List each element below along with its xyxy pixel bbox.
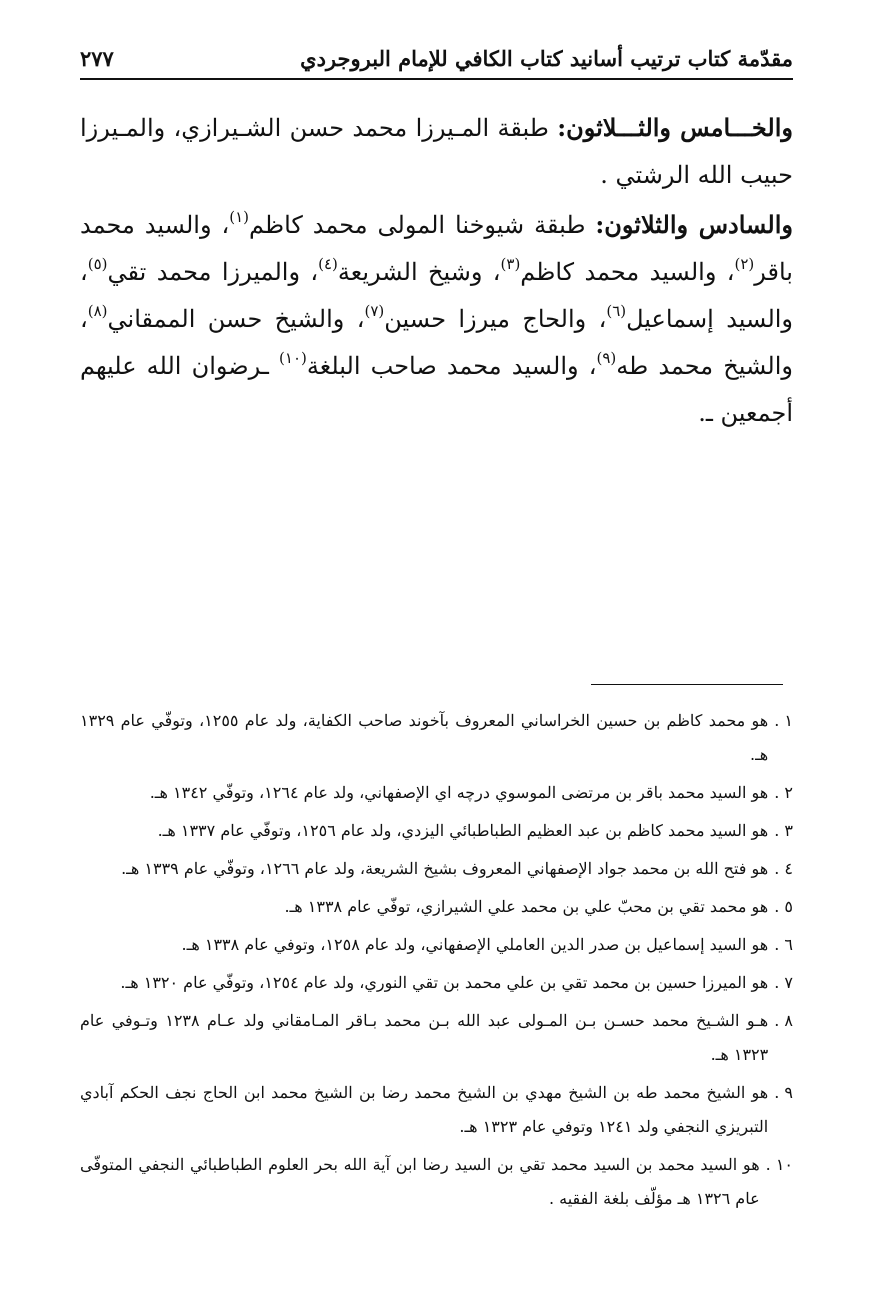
paragraph-text: ، وشيخ الشريعة: [337, 258, 501, 286]
footnote: [80, 928, 793, 962]
running-title: مقدّمة كتاب ترتيب أسانيد كتاب الكافي للإمام البروجردي: [300, 45, 793, 71]
footnote: [80, 1148, 793, 1216]
paragraph-text: ، والشيخ محمد طه: [80, 305, 793, 380]
footnote-number: ١ .: [774, 711, 793, 730]
footnotes: [80, 704, 793, 1220]
footnote-number: ٣ .: [774, 821, 793, 840]
footnote-separator: [591, 684, 783, 685]
paragraph-text: ، والسيد محمد صاحب البلغة: [306, 352, 597, 380]
footnote-ref[interactable]: (٣): [500, 255, 521, 273]
footnote-text: هو السيد إسماعيل بن صدر الدين العاملي الإصفهاني، ولد عام ١٢٥٨، وتوفي عام ١٣٣٨ هـ.: [181, 935, 769, 954]
footnote-ref[interactable]: (٨): [87, 302, 108, 320]
footnote-text: هو محمد تقي بن محبّ علي بن محمد علي الشيرازي، توفّي عام ١٣٣٨ هـ.: [284, 897, 769, 916]
page-number: ٢٧٧: [80, 45, 114, 71]
paragraph-36: [80, 201, 793, 437]
footnote-text: هو الشيخ محمد طه بن الشيخ مهدي بن الشيخ محمد رضا بن الشيخ محمد ابن الحاج نجف الحكم آبادي التبريزي النجفي ولد ١٢٤١ وتوفي عام ١٣٢٣ هـ.: [80, 1083, 769, 1136]
footnote-number: ٦ .: [774, 935, 793, 954]
paragraph-text: ، والسيد محمد باقر: [80, 211, 793, 286]
footnote-text: هو السيد محمد كاظم بن عبد العظيم الطباطبائي اليزدي، ولد عام ١٢٥٦، وتوفّي عام ١٣٣٧ هـ.: [157, 821, 769, 840]
paragraph-text: ـرضوان الله عليهم أجمعين ـ.: [80, 352, 793, 427]
footnote-ref[interactable]: (٧): [364, 302, 385, 320]
footnote: [80, 704, 793, 772]
footnote-number: ٢ .: [774, 783, 793, 802]
footnote-text: هو السيد محمد بن السيد محمد تقي بن السيد رضا ابن آية الله بحر العلوم الطباطبائي النجفي المتوفّى عام ١٣٢٦ هـ مؤلّف بلغة الفقيه .: [80, 1155, 760, 1208]
footnote-text: هو فتح الله بن محمد جواد الإصفهاني المعروف بشيخ الشريعة، ولد عام ١٢٦٦، وتوفّي عام ١٣٣٩ هـ.: [121, 859, 769, 878]
footnote: [80, 776, 793, 810]
main-text: [80, 104, 793, 439]
footnote-number: ١٠ .: [765, 1155, 793, 1174]
paragraph-text: ، والميرزا محمد تقي: [107, 258, 319, 286]
footnote-ref[interactable]: (٥): [87, 255, 108, 273]
paragraph-35: [80, 104, 793, 199]
footnote: [80, 1004, 793, 1072]
footnote-number: ٩ .: [774, 1083, 793, 1102]
footnote-ref[interactable]: (٦): [606, 302, 627, 320]
footnote-ref[interactable]: (٤): [318, 255, 338, 273]
paragraph-text: ، والحاج ميرزا حسين: [384, 305, 607, 333]
paragraph-lead: والخـــامس والثـــلاثون:: [557, 113, 793, 142]
footnote: [80, 966, 793, 1000]
footnote-text: هو محمد كاظم بن حسين الخراساني المعروف بآخوند صاحب الكفاية، ولد عام ١٢٥٥، وتوفّي عام ١٣٢٩ هـ.: [80, 711, 769, 764]
footnote-text: هو الميرزا حسين بن محمد تقي بن علي محمد بن تقي النوري، ولد عام ١٢٥٤، وتوفّي عام ١٣٢٠ هـ.: [120, 973, 769, 992]
footnote-text: هـو الشـيخ محمد حسـن بـن المـولى عبد الله بـن محمد بـاقر المـامقاني ولد عـام ١٢٣٨ وتـوفي عام ١٣٢٣ هـ.: [80, 1011, 769, 1064]
paragraph-text: طبقة المـيرزا محمد حسن الشـيرازي، والمـيرزا حبيب الله الرشتي .: [80, 114, 793, 189]
footnote-ref[interactable]: (٢): [734, 255, 755, 273]
footnote: [80, 890, 793, 924]
paragraph-text: ، والشيخ حسن الممقاني: [107, 305, 365, 333]
footnote-number: ٨ .: [774, 1011, 793, 1030]
footnote-ref[interactable]: (١٠): [279, 349, 307, 367]
footnote: [80, 814, 793, 848]
footnote-ref[interactable]: (٩): [596, 349, 617, 367]
footnote-number: ٥ .: [774, 897, 793, 916]
footnote-text: هو السيد محمد باقر بن مرتضى الموسوي درچه اي الإصفهاني، ولد عام ١٢٦٤، وتوفّي ١٣٤٢ هـ.: [149, 783, 769, 802]
footnote-number: ٤ .: [774, 859, 793, 878]
running-header: [80, 38, 793, 80]
footnote-ref[interactable]: (١): [229, 208, 250, 226]
paragraph-text: طبقة شيوخنا المولى محمد كاظم: [249, 211, 596, 239]
footnote: [80, 852, 793, 886]
footnote-number: ٧ .: [774, 973, 793, 992]
paragraph-lead: والسادس والثلاثون:: [595, 210, 794, 239]
paragraph-text: ، والسيد إسماعيل: [80, 258, 794, 333]
paragraph-text: ، والسيد محمد كاظم: [520, 258, 735, 286]
footnote: [80, 1076, 793, 1144]
